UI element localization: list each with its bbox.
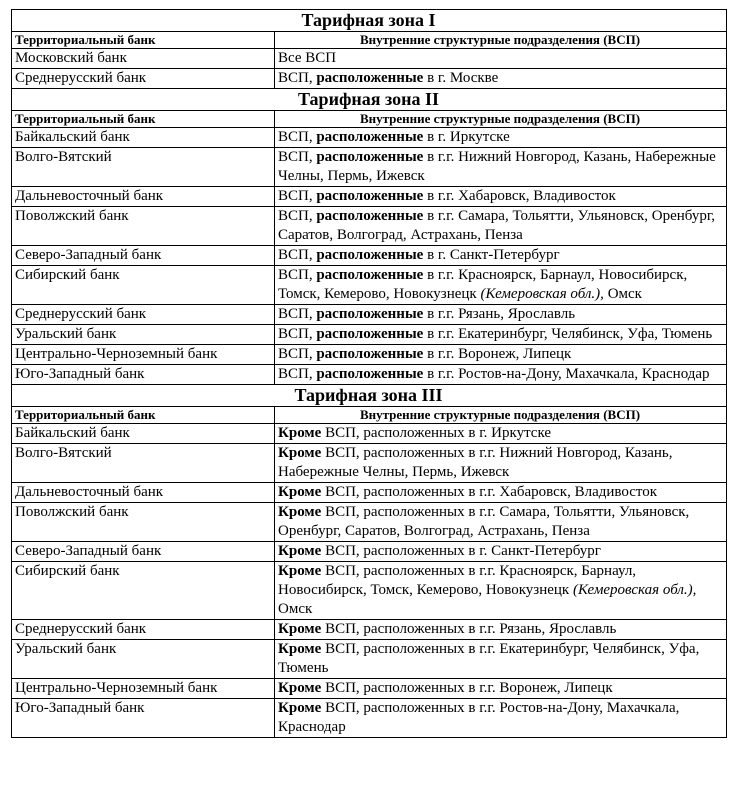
header-bank: Территориальный банк [12, 407, 275, 424]
units-text-italic: (Кемеровская обл.), [572, 582, 697, 598]
bank-name-cell: Среднерусский банк [12, 620, 275, 640]
units-text-emphasis: Кроме [278, 504, 322, 520]
units-text: в г. Москве [423, 70, 499, 86]
table-row [12, 148, 727, 187]
units-text-emphasis: Кроме [278, 700, 322, 716]
units-text-emphasis: Кроме [278, 543, 322, 559]
units-cell [275, 424, 727, 444]
units-cell [275, 640, 727, 679]
bank-name-cell: Байкальский банк [12, 128, 275, 148]
header-units: Внутренние структурные подразделения (ВСП) [275, 111, 727, 128]
header-bank: Территориальный банк [12, 111, 275, 128]
units-cell [275, 69, 727, 89]
units-text-prefix: ВСП, [278, 208, 317, 224]
table-row [12, 69, 727, 89]
units-text: ВСП, расположенных в г. Санкт-Петербург [321, 543, 601, 559]
units-text: ВСП, расположенных в г.г. Воронеж, Липецк [321, 680, 613, 696]
table-row [12, 305, 727, 325]
units-text-emphasis: расположенные [316, 366, 424, 382]
units-text-prefix: ВСП, [278, 129, 317, 145]
header-units: Внутренние структурные подразделения (ВСП) [275, 407, 727, 424]
units-cell [275, 305, 727, 325]
table-row [12, 345, 727, 365]
bank-name-cell: Волго-Вятский [12, 444, 275, 483]
bank-name-cell: Байкальский банк [12, 424, 275, 444]
units-text-emphasis: расположенные [316, 346, 424, 362]
units-text-emphasis: Кроме [278, 621, 322, 637]
table-header-row [12, 32, 727, 49]
units-text-emphasis: расположенные [316, 326, 424, 342]
tariff-zones-table-body [12, 10, 727, 738]
units-text-emphasis: Кроме [278, 641, 322, 657]
units-text-emphasis: расположенные [316, 149, 424, 165]
units-text-prefix: ВСП, [278, 188, 317, 204]
units-text: ВСП, расположенных в г.г. Рязань, Ярославль [321, 621, 617, 637]
units-cell [275, 620, 727, 640]
units-text-prefix: ВСП, [278, 306, 317, 322]
units-text: ВСП, расположенных в г.г. Ростов-на-Дону, Махачкала, Краснодар [278, 700, 680, 735]
units-text-prefix: ВСП, [278, 346, 317, 362]
header-units: Внутренние структурные подразделения (ВСП) [275, 32, 727, 49]
units-text: в г.г. Нижний Новгород, Казань, Набережные Челны, Пермь, Ижевск [278, 149, 716, 184]
table-row [12, 266, 727, 305]
units-cell [275, 444, 727, 483]
table-row [12, 640, 727, 679]
units-cell [275, 365, 727, 385]
units-cell [275, 207, 727, 246]
table-row [12, 503, 727, 542]
units-text-prefix: ВСП, [278, 267, 317, 283]
bank-name-cell: Поволжский банк [12, 503, 275, 542]
zone-title: Тарифная зона III [12, 385, 727, 407]
bank-name-cell: Среднерусский банк [12, 69, 275, 89]
units-cell [275, 679, 727, 699]
units-text: ВСП, расположенных в г. Иркутске [321, 425, 552, 441]
bank-name-cell: Северо-Западный банк [12, 542, 275, 562]
table-row [12, 128, 727, 148]
units-cell [275, 325, 727, 345]
units-text: в г.г. Екатеринбург, Челябинск, Уфа, Тюмень [423, 326, 713, 342]
table-row [12, 207, 727, 246]
units-text: ВСП, расположенных в г.г. Красноярск, Барнаул, Новосибирск, Томск, Кемерово, Новокузнецк [278, 563, 637, 598]
bank-name-cell: Московский банк [12, 49, 275, 69]
bank-name-cell: Уральский банк [12, 325, 275, 345]
header-bank: Территориальный банк [12, 32, 275, 49]
units-cell [275, 187, 727, 207]
bank-name-cell: Центрально-Черноземный банк [12, 345, 275, 365]
units-text: в г.г. Рязань, Ярославль [423, 306, 576, 322]
table-row [12, 699, 727, 738]
bank-name-cell: Дальневосточный банк [12, 483, 275, 503]
units-text-emphasis: расположенные [316, 247, 424, 263]
units-text-emphasis: расположенные [316, 267, 424, 283]
units-text: ВСП, расположенных в г.г. Нижний Новгород, Казань, Набережные Челны, Пермь, Ижевск [278, 445, 673, 480]
bank-name-cell: Поволжский банк [12, 207, 275, 246]
units-text: ВСП, расположенных в г.г. Самара, Тольятти, Ульяновск, Оренбург, Саратов, Волгоград, Астрахань, Пенза [278, 504, 690, 539]
units-text-prefix: ВСП, [278, 247, 317, 263]
units-text-emphasis: Кроме [278, 563, 322, 579]
units-cell [275, 246, 727, 266]
units-cell [275, 699, 727, 738]
units-text: Все ВСП [278, 50, 337, 66]
units-cell [275, 503, 727, 542]
units-text: в г. Санкт-Петербург [423, 247, 560, 263]
units-cell [275, 345, 727, 365]
units-text-emphasis: расположенные [316, 129, 424, 145]
table-row [12, 325, 727, 345]
table-header-row [12, 407, 727, 424]
bank-name-cell: Дальневосточный банк [12, 187, 275, 207]
bank-name-cell: Центрально-Черноземный банк [12, 679, 275, 699]
units-text-emphasis: Кроме [278, 445, 322, 461]
table-row [12, 542, 727, 562]
units-text-prefix: ВСП, [278, 366, 317, 382]
bank-name-cell: Северо-Западный банк [12, 246, 275, 266]
units-text-emphasis: расположенные [316, 208, 424, 224]
bank-name-cell: Уральский банк [12, 640, 275, 679]
units-text-emphasis: Кроме [278, 484, 322, 500]
units-text: в г.г. Хабаровск, Владивосток [423, 188, 616, 204]
zone-title: Тарифная зона I [12, 10, 727, 32]
zone-title-row [12, 89, 727, 111]
zone-title: Тарифная зона II [12, 89, 727, 111]
table-row [12, 562, 727, 620]
units-text: в г. Иркутске [423, 129, 510, 145]
units-text-tail: Омск [278, 601, 313, 617]
units-text: ВСП, расположенных в г.г. Хабаровск, Владивосток [321, 484, 658, 500]
units-text-tail: Омск [603, 286, 642, 302]
bank-name-cell: Сибирский банк [12, 266, 275, 305]
table-row [12, 620, 727, 640]
tariff-zones-document [11, 9, 726, 738]
table-row [12, 483, 727, 503]
zone-title-row [12, 385, 727, 407]
units-text-emphasis: расположенные [316, 306, 424, 322]
tariff-zones-table [11, 9, 727, 738]
units-text: в г.г. Красноярск, Барнаул, Новосибирск, Томск, Кемерово, Новокузнецк [278, 267, 688, 302]
units-text-emphasis: расположенные [316, 70, 424, 86]
bank-name-cell: Юго-Западный банк [12, 365, 275, 385]
units-cell [275, 542, 727, 562]
units-text-prefix: ВСП, [278, 326, 317, 342]
units-text-prefix: ВСП, [278, 149, 317, 165]
zone-title-row [12, 10, 727, 32]
bank-name-cell: Среднерусский банк [12, 305, 275, 325]
table-row [12, 424, 727, 444]
units-text-emphasis: расположенные [316, 188, 424, 204]
table-row [12, 365, 727, 385]
units-cell [275, 562, 727, 620]
bank-name-cell: Юго-Западный банк [12, 699, 275, 738]
units-cell [275, 49, 727, 69]
table-row [12, 679, 727, 699]
table-row [12, 49, 727, 69]
units-text-emphasis: Кроме [278, 425, 322, 441]
units-text-emphasis: Кроме [278, 680, 322, 696]
bank-name-cell: Волго-Вятский [12, 148, 275, 187]
units-text: в г.г. Самара, Тольятти, Ульяновск, Оренбург, Саратов, Волгоград, Астрахань, Пенза [278, 208, 716, 243]
table-row [12, 444, 727, 483]
units-cell [275, 128, 727, 148]
bank-name-cell: Сибирский банк [12, 562, 275, 620]
units-text: в г.г. Ростов-на-Дону, Махачкала, Краснодар [423, 366, 710, 382]
units-text-italic: (Кемеровская обл.), [480, 286, 604, 302]
units-text: в г.г. Воронеж, Липецк [423, 346, 572, 362]
table-header-row [12, 111, 727, 128]
units-text-prefix: ВСП, [278, 70, 317, 86]
table-row [12, 187, 727, 207]
units-cell [275, 483, 727, 503]
table-row [12, 246, 727, 266]
units-cell [275, 266, 727, 305]
units-cell [275, 148, 727, 187]
units-text: ВСП, расположенных в г.г. Екатеринбург, Челябинск, Уфа, Тюмень [278, 641, 700, 676]
